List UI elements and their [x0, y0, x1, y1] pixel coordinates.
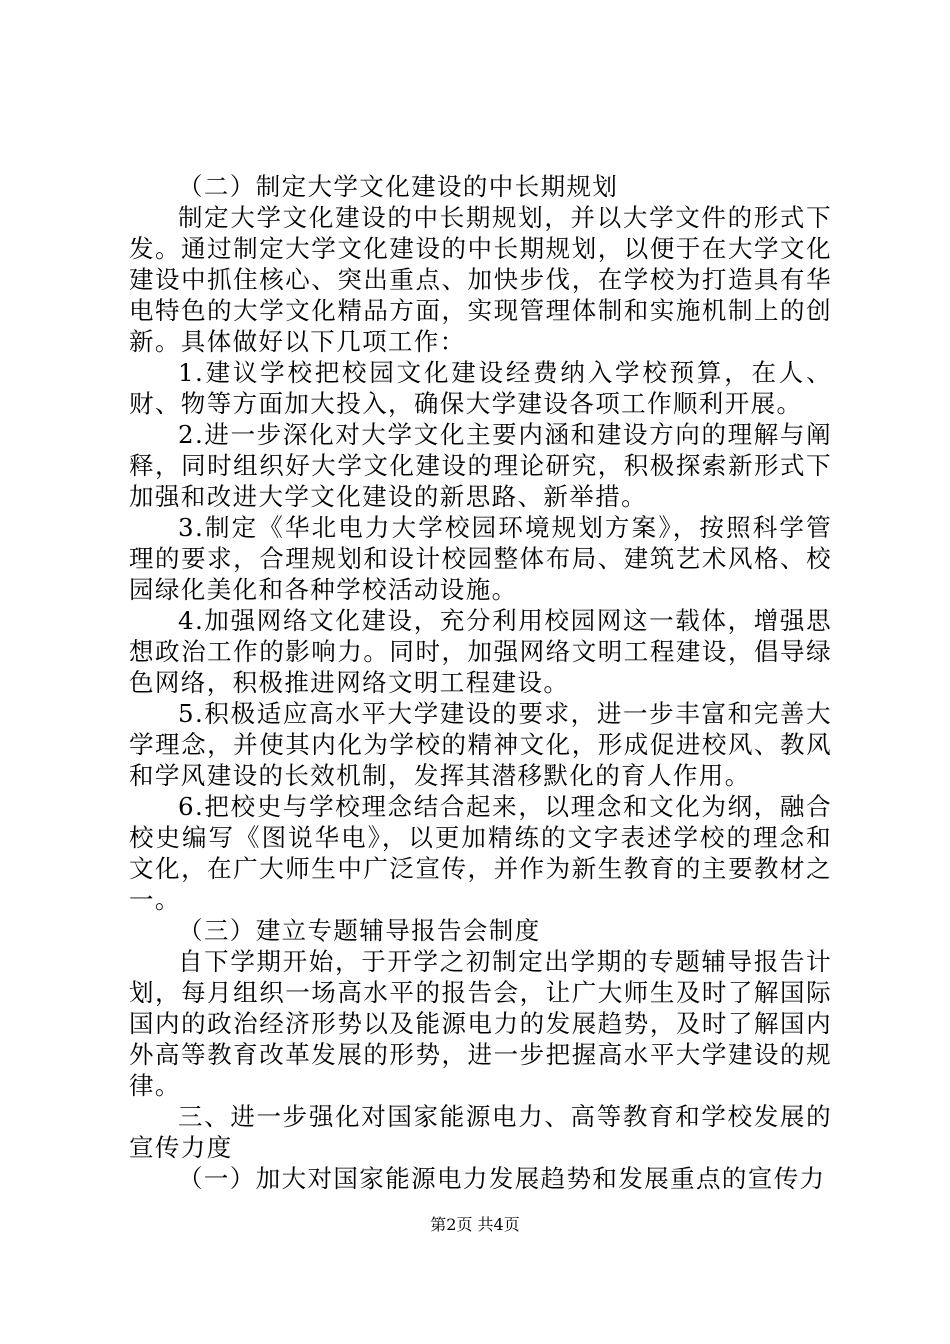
section-heading-3: （三）建立专题辅导报告会制度 — [178, 916, 541, 945]
section-heading-2: （二）制定大学文化建设的中长期规划 — [178, 172, 619, 201]
body-paragraph: 制定大学文化建设的中长期规划，并以大学文件的形式下发。通过制定大学文化建设的中长期规划，以便于在大学文化建设中抓住核心、突出重点、加快步伐，在学校为打造具有华电特色的大学文化精品方面，实现管理体制和实施机制上的创新。具体做好以下几项工作： — [129, 203, 832, 356]
list-item-2: 2.进一步深化对大学文化主要内涵和建设方向的理解与阐释，同时组织好大学文化建设的理论研究，积极探索新形式下加强和改进大学文化建设的新思路、新举措。 — [129, 420, 832, 511]
body-paragraph: 自下学期开始，于开学之初制定出学期的专题辅导报告计划，每月组织一场高水平的报告会，让广大师生及时了解国际国内的政治经济形势以及能源电力的发展趋势，及时了解国内外高等教育改革发展的形势，进一步把握高水平大学建设的规律。 — [129, 947, 832, 1100]
section-heading-3-1: （一）加大对国家能源电力发展趋势和发展重点的宣传力 — [178, 1164, 826, 1193]
chapter-heading-3: 三、进一步强化对国家能源电力、高等教育和学校发展的宣传力度 — [129, 1102, 832, 1162]
list-item-5: 5.积极适应高水平大学建设的要求，进一步丰富和完善大学理念，并使其内化为学校的精神文化，形成促进校风、教风和学风建设的长效机制，发挥其潜移默化的育人作用。 — [129, 699, 832, 790]
list-item-4: 4.加强网络文化建设，充分利用校园网这一载体，增强思想政治工作的影响力。同时，加强网络文明工程建设，倡导绿色网络，积极推进网络文明工程建设。 — [129, 606, 832, 697]
list-item-3: 3.制定《华北电力大学校园环境规划方案》，按照科学管理的要求，合理规划和设计校园整体布局、建筑艺术风格、校园绿化美化和各种学校活动设施。 — [129, 513, 832, 604]
list-item-1: 1.建议学校把校园文化建设经费纳入学校预算，在人、财、物等方面加大投入，确保大学建设各项工作顺利开展。 — [129, 358, 832, 418]
list-item-6: 6.把校史与学校理念结合起来，以理念和文化为纲，融合校史编写《图说华电》，以更加精练的文字表述学校的理念和文化，在广大师生中广泛宣传，并作为新生教育的主要教材之一。 — [129, 792, 832, 914]
document-body — [129, 171, 832, 1194]
page-number-footer: 第2页 共4页 — [430, 1215, 520, 1234]
